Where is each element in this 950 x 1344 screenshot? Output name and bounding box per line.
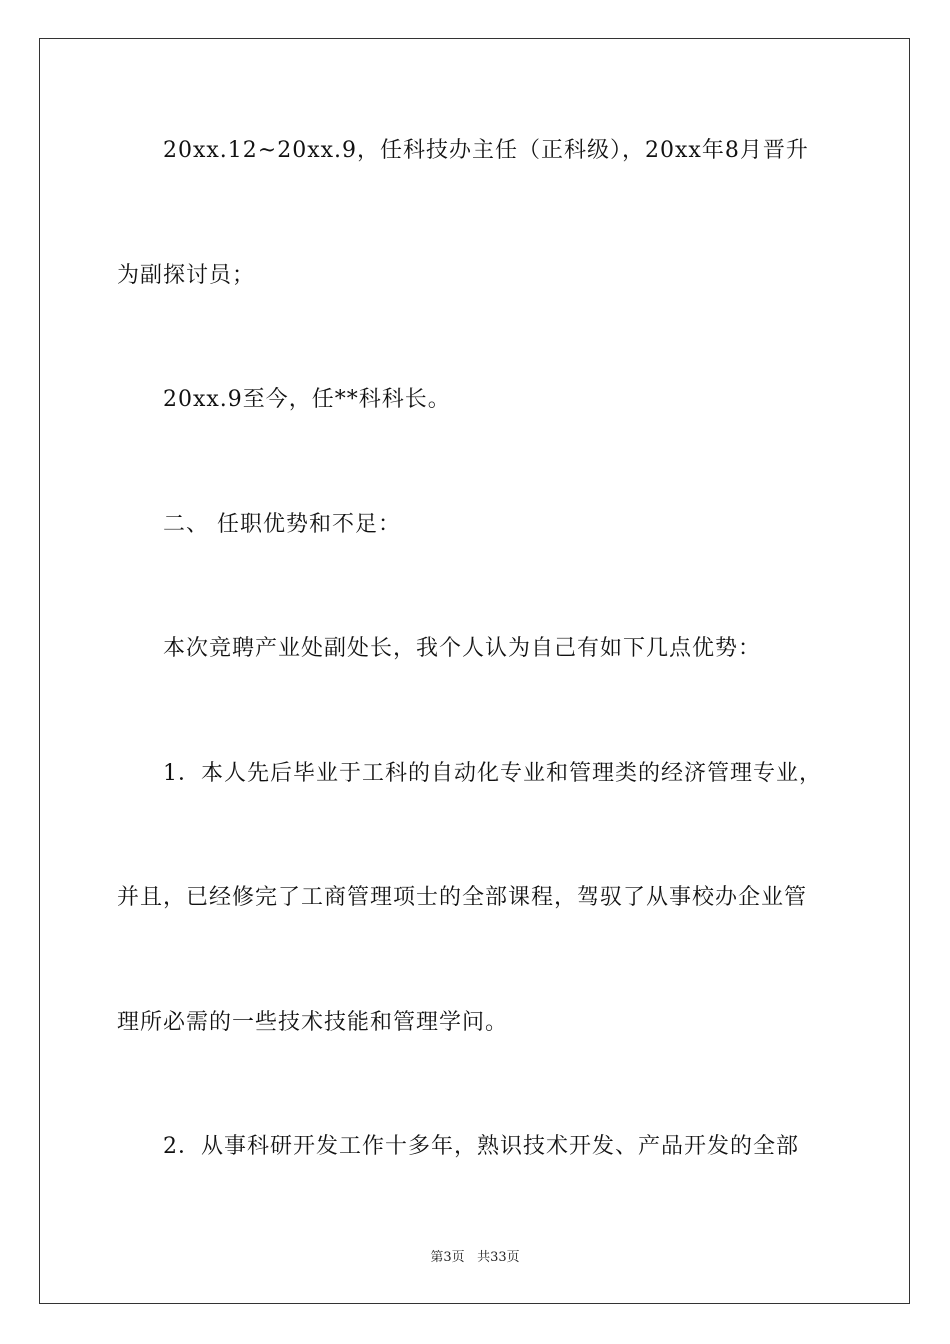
paragraph-line-2: 为副探讨员； <box>117 263 256 288</box>
paragraph-line-8: 理所必需的一些技术技能和管理学问。 <box>117 1010 509 1035</box>
section-heading: 二、 任职优势和不足： <box>163 512 401 537</box>
page-number: 第3页 <box>430 1250 465 1265</box>
page-total: 共33页 <box>477 1250 520 1265</box>
paragraph-line-6: 1．本人先后毕业于工科的自动化专业和管理类的经济管理专业， <box>163 761 822 786</box>
paragraph-line-5: 本次竞聘产业处副处长，我个人认为自己有如下几点优势： <box>163 636 762 661</box>
paragraph-line-1: 20xx.12~20xx.9，任科技办主任（正科级），20xx年8月晋升 <box>163 138 809 163</box>
page-frame <box>39 38 910 1304</box>
page-footer <box>0 1249 950 1267</box>
paragraph-line-7: 并且，已经修完了工商管理项士的全部课程，驾驭了从事校办企业管 <box>117 885 808 910</box>
paragraph-line-9: 2．从事科研开发工作十多年，熟识技术开发、产品开发的全部 <box>163 1134 799 1159</box>
paragraph-line-3: 20xx.9至今，任**科科长。 <box>163 387 451 412</box>
